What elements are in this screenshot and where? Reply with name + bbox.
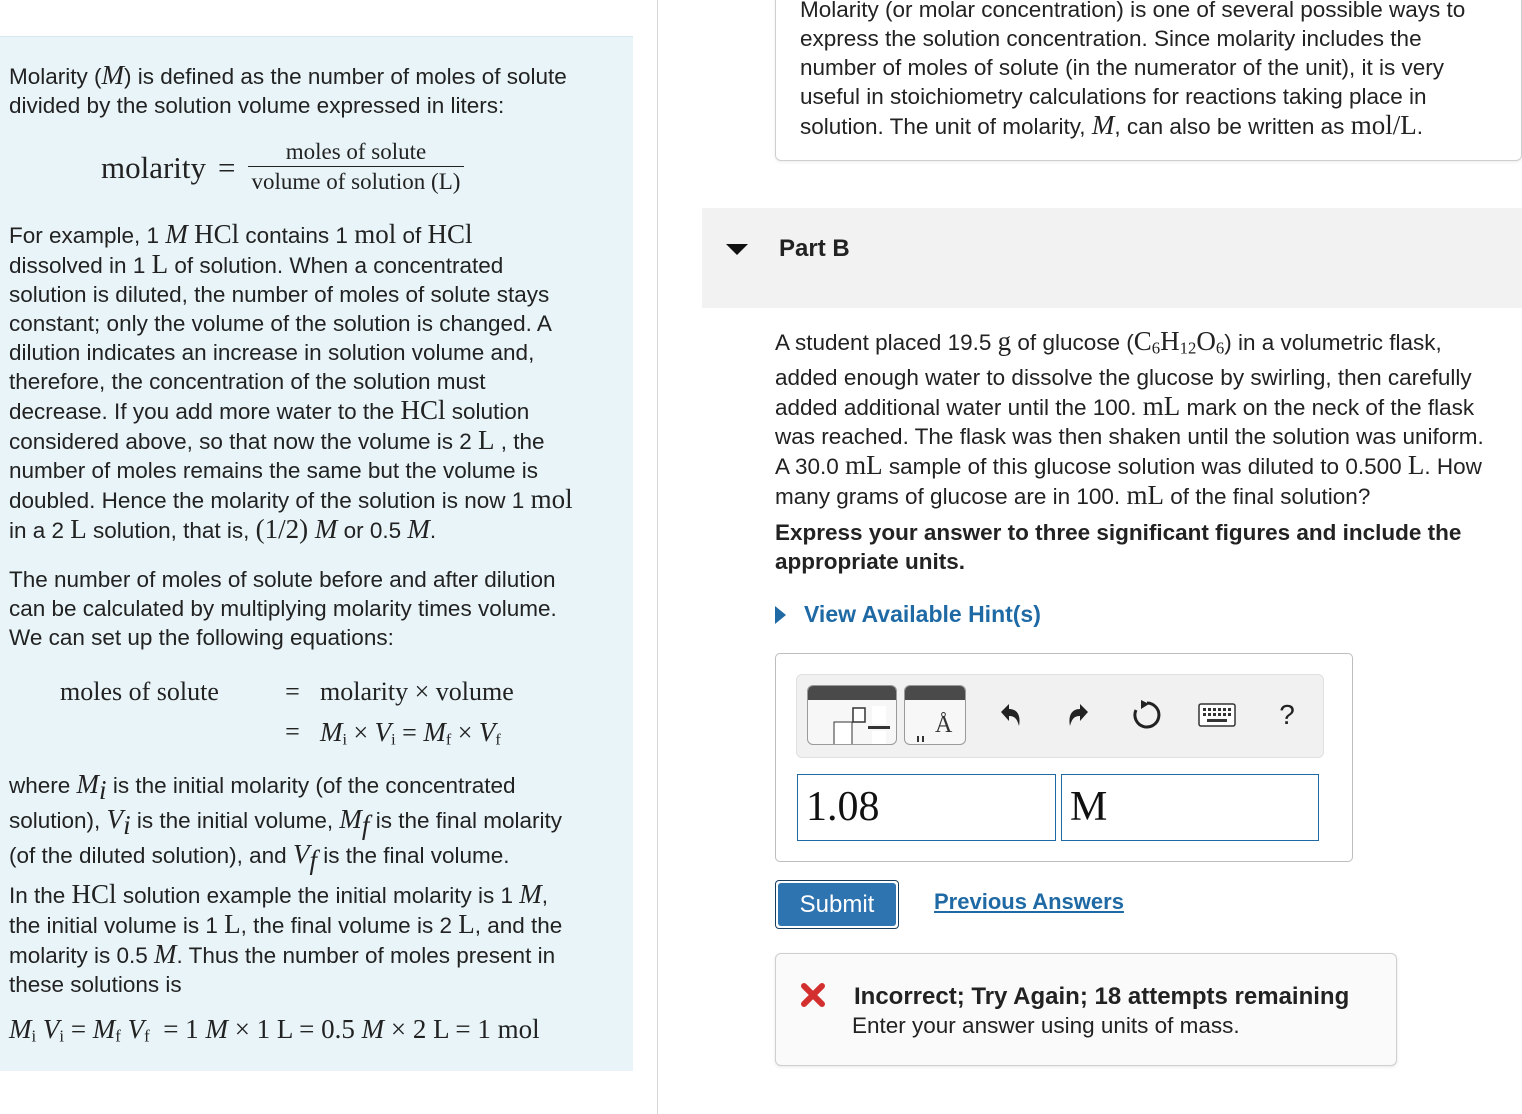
text-line: Express your answer to three significant figures and include the (775, 520, 1462, 545)
error-x-icon (800, 982, 826, 1008)
undo-icon[interactable] (992, 697, 1028, 733)
text-line: We can set up the following equations: (9, 625, 394, 650)
text-line: A student placed 19.5 g of glucose $(C_6H_{12}O_6)$ in a volumetric flask, (775, 326, 1442, 358)
text-line: number of moles of solute (in the numerator of the unit), it is very (800, 55, 1445, 80)
text-line: In the HCl solution example the initial molarity is 1 M, (9, 879, 549, 909)
text-line: can be calculated by multiplying molarity times volume. (9, 596, 557, 621)
intro-text: divided by the solution volume expressed in liters: (9, 93, 505, 118)
math-toolbar (796, 674, 1324, 758)
text-line: these solutions is (9, 972, 182, 997)
help-glyph: ? (1279, 699, 1295, 730)
text-line: (of the diluted solution), and $V_f$ is the final volume. (9, 838, 510, 875)
view-hints-link[interactable] (775, 601, 1041, 628)
equation-equals: = (218, 150, 236, 185)
molarity-fraction (248, 138, 465, 197)
text-line: For example, 1 M HCl contains 1 mol of HCl (9, 219, 473, 249)
feedback-box (775, 953, 1397, 1066)
keyboard-icon[interactable] (1197, 697, 1237, 733)
intro-paragraph-1 (9, 61, 567, 120)
text-line: where $M_i$ is the initial molarity (of the concentrated (9, 769, 516, 805)
equation-lhs: moles of solute (60, 677, 219, 706)
submit-button[interactable] (775, 880, 899, 929)
fraction-numerator: moles of solute (248, 138, 465, 167)
view-hints-label: View Available Hint(s) (804, 601, 1041, 627)
text-line: number of moles remains the same but the volume is (9, 458, 538, 483)
help-icon[interactable] (1269, 697, 1305, 733)
text-line: Molarity (or molar concentration) is one of several possible ways to (800, 0, 1466, 22)
feedback-title: Incorrect; Try Again; 18 attempts remaining (854, 983, 1350, 1010)
intro-paragraph-5 (9, 880, 624, 999)
text-line: added additional water until the 100. mL mark on the neck of the flask (775, 390, 1475, 421)
submit-label: Submit (778, 883, 896, 926)
answer-box (775, 653, 1353, 862)
text-line: solution. The unit of molarity, M, can also be written as mol/L. (800, 110, 1423, 140)
intro-paragraph-2 (9, 220, 619, 545)
part-title: Part B (779, 235, 850, 262)
intro-text: M (101, 60, 125, 90)
moles-equation (60, 672, 514, 761)
text-line: solution is diluted, the number of moles of solute stays (9, 282, 550, 307)
expand-triangle-icon (775, 606, 786, 624)
text-line: solution), $V_i$ is the initial volume, $M_f$ is the final molarity (9, 803, 563, 840)
text-line: decrease. If you add more water to the HCl solution (9, 395, 530, 425)
molarity-info-text (800, 0, 1500, 141)
text-line: dissolved in 1 L of solution. When a concentrated (9, 249, 504, 279)
previous-answers-link[interactable]: Previous Answers (934, 889, 1124, 914)
templates-icon[interactable] (807, 685, 897, 745)
question-text (775, 327, 1520, 511)
text-line: in a 2 L solution, that is, (1/2) M or 0.5 M. (9, 514, 437, 544)
part-b-header[interactable] (702, 208, 1522, 308)
text-line: the initial volume is 1 L, the final volume is 2 L, and the (9, 909, 563, 939)
instruction-text (775, 518, 1520, 576)
text-line: added enough water to dissolve the glucose by swirling, then carefully (775, 364, 1472, 390)
equation-equals: = (285, 677, 300, 706)
answer-value-input[interactable]: 1.08 (797, 774, 1056, 841)
feedback-message: Enter your answer using units of mass. (852, 1013, 1240, 1038)
fraction-denominator: volume of solution (L) (251, 169, 461, 194)
equation-equals: = (285, 717, 300, 746)
reset-icon[interactable] (1129, 697, 1165, 733)
intro-text: ) is defined as the number of moles of solute (124, 64, 567, 89)
text-line: The number of moles of solute before and after dilution (9, 567, 556, 592)
column-divider (657, 0, 658, 1114)
text-line: A 30.0 mL sample of this glucose solution was diluted to 0.500 L. How (775, 449, 1482, 480)
text-line: molarity is 0.5 M. Thus the number of moles present in (9, 939, 556, 969)
equation-rhs: $M_i \times V_i = M_f \times V_f$ (320, 717, 501, 749)
text-line: express the solution concentration. Since molarity includes the (800, 26, 1422, 51)
text-line: dilution indicates an increase in solution volume and, (9, 340, 535, 365)
text-line: considered above, so that now the volume is 2 L , the (9, 425, 545, 455)
redo-icon[interactable] (1061, 697, 1097, 733)
text-line: many grams of glucose are in 100. mL of the final solution? (775, 479, 1371, 510)
collapse-triangle-icon[interactable] (726, 244, 748, 255)
units-glyph: Å (935, 712, 953, 738)
text-line: constant; only the volume of the solution is changed. A (9, 311, 552, 336)
moles-result-equation: $M_i$ $V_i = M_f$ $V_f = 1$ M × 1 L = 0.5 M × 2 L = 1 mol (9, 1014, 540, 1046)
text-line: useful in stoichiometry calculations for reactions taking place in (800, 84, 1427, 109)
text-line: was reached. The flask was then shaken until the solution was uniform. (775, 423, 1484, 449)
text-line: appropriate units. (775, 549, 966, 574)
equation-rhs: molarity × volume (320, 677, 514, 706)
intro-paragraph-4 (9, 770, 619, 875)
equation-lhs: molarity (101, 150, 207, 185)
text-line: therefore, the concentration of the solution must (9, 369, 486, 394)
molarity-info-box (775, 0, 1522, 161)
intro-paragraph-3 (9, 565, 619, 652)
molarity-equation (101, 138, 464, 197)
text-line: doubled. Hence the molarity of the solution is now 1 mol (9, 484, 573, 514)
answer-unit-input[interactable]: M (1061, 774, 1319, 841)
intro-text: Molarity ( (9, 64, 102, 89)
intro-panel (0, 36, 633, 1071)
units-icon[interactable] (904, 685, 966, 745)
